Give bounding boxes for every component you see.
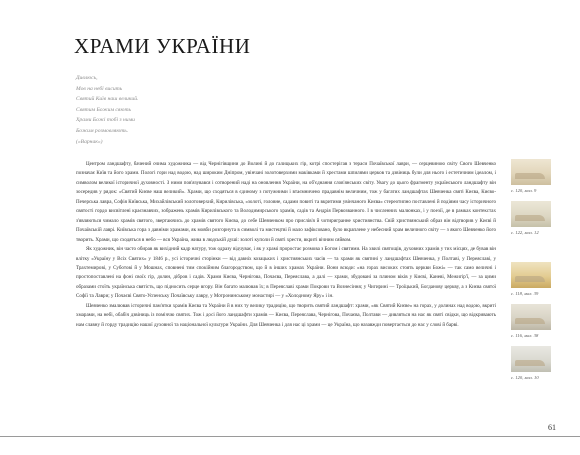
page-title: ХРАМИ УКРАЇНИ [74, 34, 251, 58]
epigraph-line: Святий Київ наш великий. [76, 96, 139, 103]
thumbnail [511, 201, 551, 235]
thumbnail-image [511, 304, 551, 330]
epigraph-line: Храми Божі тобі з ними [76, 117, 135, 124]
paragraph: Як художник, він часто обирав як вихідний кадр натуру, тож одразу відчуває, і як у храмі проростає розмова з Богом і святими. На хвилі святощів, духовних храмів у тих місцях, де бував він влітку «Україну у Всіх Святих» у 1846 р., усі історичні сторінки — від давніх козацьких і християнських часів — та храми як святині у ландшафтах Шевченка, у Полтаві, у Переяславі, у Трахтемирові, у Суботові й у Мошнах, сповнені тим спокійним благородством, що й в інших храмах України. Вони всюди: «на горах високих стоять церкви Божі» — так само величні і простопоставлені на фоні своїх гір, долин, дібров і садів. Храми Києва, Чернігова, Почаєва, Переяслава, а далі — храми, збудовані за плином віків у Києві, Каневі, Межигір'ї, — за цими образами стоїть українська святість, що підносить серце вгору. Він багато малював їх; в Переяславі храми Покрови та Вознесіння; у Чигирині — Троїцький, Богданову церкву, а з Києва святої Софії та Лаври; у Почаєві Свято-Успенську Почаївську лавру, у Мотронинському монастирі — у «Холодному Яру» і ін. [76, 246, 496, 300]
page-number: 61 [548, 423, 556, 432]
thumbnail-image [511, 346, 551, 372]
epigraph-line: Божим розмовляють. [76, 127, 129, 134]
thumbnail-image [511, 159, 551, 185]
epigraph-line: Святим Божим сяють [76, 106, 132, 113]
thumbnail-caption: с. 118, мал. 39 [511, 291, 539, 296]
thumbnail [511, 262, 551, 296]
paragraph: Шевченко змалював історичні пам'ятки храмів Києва та України й в них ту велику традицію, що творить святий ландшафт: храми, «як Святий Києве» на горах, у долинах над водою, вкриті хмарами, на небі, обабіч дзвіниць із поміччю святих. Тож і досі його ландшафти храмів — Києва, Переяслава, Чернігова, Почаєва, Полтави — дивляться на нас як святі свідки, що відкривають нам славну й горду традицію нашої духовної та національної культури України. Для Шевченка і для нас ці храми — це Україна, що назавжди повертається до нас у слові й барві. [76, 302, 496, 328]
epigraph-line: Дивлюсь, [76, 75, 98, 81]
thumbnail-image [511, 201, 551, 227]
paragraph: Центром ландшафту, бачений очима художника — від Чернігівщини до Волині й до галицьких гір, котрі спостерігав з тераси Почаївської лаври, — серцевиною світу Свого Шевченко позначає Київ та його храми. Пологі гори над водою, над широким Дніпром, увінчані золотоверхими маківками й хрестами шпилями церков та дзвіниць були для нього і естетичним ідеалом, і символом великої історичної духовності. З ними пов'язувався і сотворений наді на оновлення України, на об'єднання слов'янських світу. Увагу до цього фрагменту українського ландшафту він зосередив у рядок: «Святий Києве наш великий». Храми, що сходяться в єдиному з потужними і втаємничено прадавнім величним, тож у багатих ландшафтах Шевченка святі Києва, Києво-Печерська лавра, Софія Київська, Михайлівський золотоверхий, Кирилівська, «золоті, головне, садами повиті та вкритими увінчаного Києва» стереотипно поставлені й подіями часу історичного святості гордо висвітлені краєзнавчих, зображень храмів Кирилівського та Володимирського храмів, садів та Андрія Первозванного. І в численних малюнках, і у поезії, де в рамках контекстах з'являються чимало храмів святого, звертаючись до храмів святого Києва, до себе Шевченком про прислів'я й чотиригранне християнства. Свій християнський образ він відтворив у Києві й Почаївській лаврі. Київська гора з давніми храмами, як мовби розгорнута в символі та мистецтві й мало зафіксовано, було вкраплене у небесний храм величного світу — з якого Шевченко його творить. Храми, що сходяться в небо — вся Україна, жива в людській душі: золоті куполи й святі хрести, вкриті вічним сяйвом. [76, 161, 496, 243]
thumbnail-caption: с. 120, мал. 10 [511, 375, 539, 380]
thumbnail [511, 304, 551, 338]
thumbnail [511, 346, 551, 380]
epigraph-source: («Варнак») [76, 138, 103, 145]
thumbnail-image [511, 262, 551, 288]
thumbnail-caption: с. 120, мал. 9 [511, 188, 537, 193]
epigraph [76, 73, 296, 147]
footer-rule [0, 436, 580, 437]
thumbnail [511, 159, 551, 193]
thumbnail-caption: с. 122, мал. 12 [511, 230, 539, 235]
epigraph-line: Мов на небі висить [76, 85, 123, 92]
body-text [76, 160, 496, 330]
thumbnail-caption: с. 116, мал. 38 [511, 333, 539, 338]
thumbnail-column [511, 0, 571, 455]
